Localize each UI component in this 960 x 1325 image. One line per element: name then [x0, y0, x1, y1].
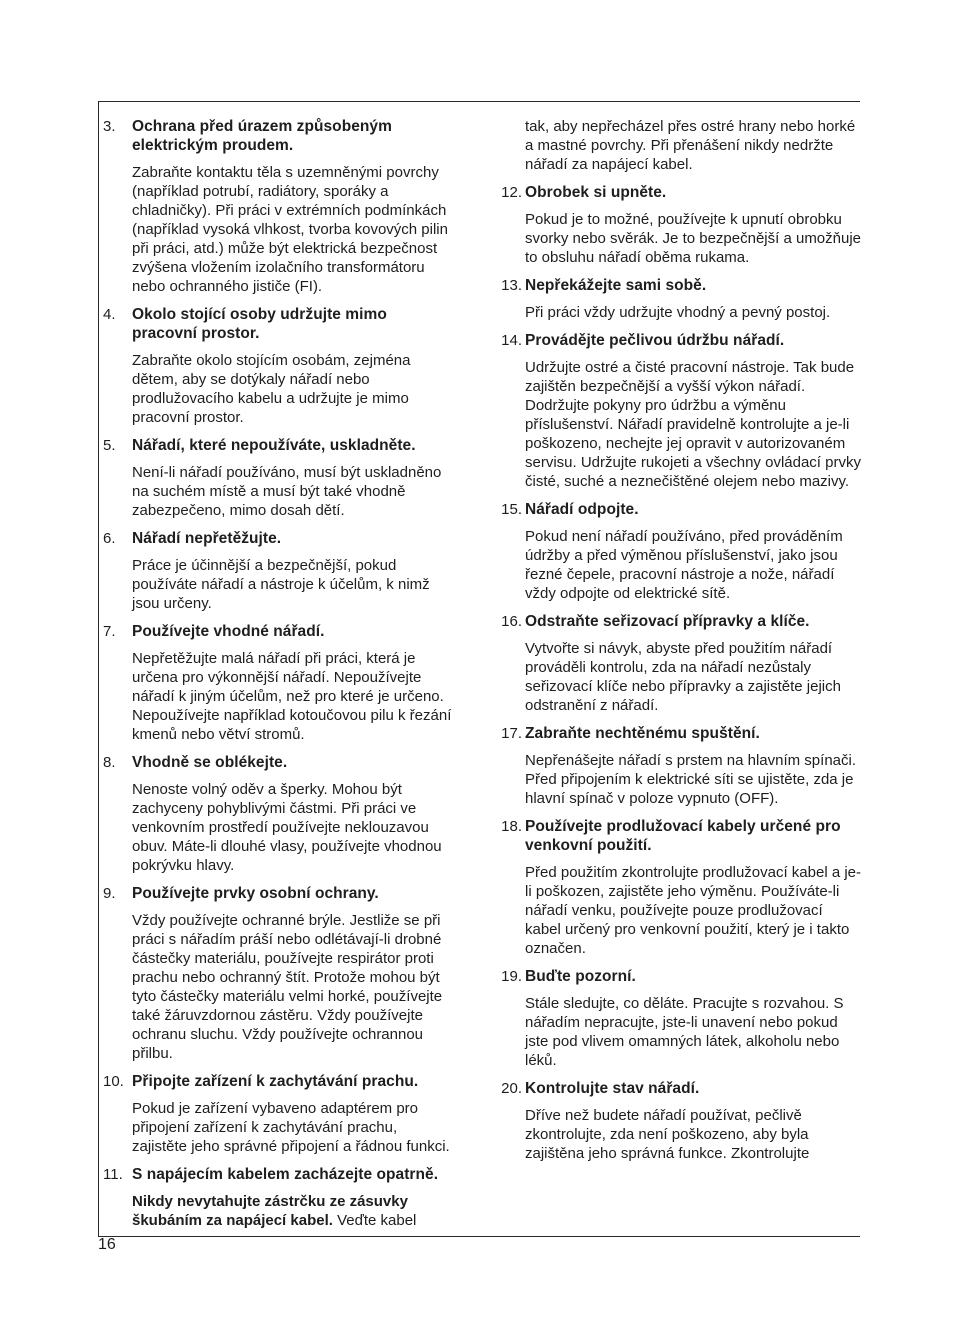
- item-number: 10.: [103, 1073, 124, 1090]
- list-item: [496, 183, 861, 267]
- list-item: [496, 724, 861, 808]
- item-body: Udržujte ostré a čisté pracovní nástroje. Tak bude zajištěn bezpečnější a vyšší výkon nářadí. Dodržujte pokyny pro údržbu a výměnu příslušenství. Nářadí pravidelně kontrolujte a je-li poškozeno, nechejte jej opravit v autorizovaném servisu. Udržujte rukojeti a všechny ovládací prvky čisté, suché a neznečištěné olejem nebo mazivy.: [525, 359, 861, 490]
- item-body: Nepřetěžujte malá nářadí při práci, která je určena pro výkonnější nářadí. Nepoužívejte nářadí k jiným účelům, než pro které je určeno. Nepoužívejte například kotoučovou pilu k řezání kmenů nebo větví stromů.: [132, 650, 452, 743]
- item-body: Při práci vždy udržujte vhodný a pevný postoj.: [525, 304, 831, 321]
- page-number: 16: [98, 1236, 116, 1253]
- item-number: 18.: [501, 818, 522, 835]
- item-body-bold: Nikdy nevytahujte zástrčku ze zásuvky škubáním za napájecí kabel.: [132, 1193, 408, 1229]
- list-item: [496, 276, 861, 322]
- item-title: Zabraňte nechtěnému spuštění.: [525, 725, 760, 742]
- item-title: Nářadí, které nepoužíváte, uskladněte.: [132, 437, 416, 454]
- item-title: Používejte prvky osobní ochrany.: [132, 885, 379, 902]
- item-body: Nenoste volný oděv a šperky. Mohou být zachyceny pohyblivými částmi. Při práci ve venkovním prostředí používejte neklouzavou obuv. Máte-li dlouhé vlasy, používejte vhodnou pokrývku hlavy.: [132, 781, 442, 874]
- item-body: tak, aby nepřecházel přes ostré hrany nebo horké a mastné povrchy. Při přenášení nikdy nedržte nářadí za napájecí kabel.: [525, 118, 856, 173]
- list-item-continuation: [496, 117, 861, 174]
- item-title: Připojte zařízení k zachytávání prachu.: [132, 1073, 419, 1090]
- list-item: [103, 529, 453, 613]
- list-item: [103, 1072, 453, 1156]
- item-title: Kontrolujte stav nářadí.: [525, 1080, 700, 1097]
- item-body: Pokud je to možné, používejte k upnutí obrobku svorky nebo svěrák. Je to bezpečnější a umožňuje to obsluhu nářadí oběma rukama.: [525, 211, 862, 266]
- item-body: Pokud je zařízení vybaveno adaptérem pro připojení zařízení k zachytávání prachu, zajistěte jeho správné připojení a řádnou funkci.: [132, 1100, 450, 1155]
- list-item: [103, 622, 453, 744]
- list-item: [496, 612, 861, 715]
- item-number: 14.: [501, 332, 522, 349]
- list-item: [496, 1079, 861, 1163]
- header-rule: [98, 101, 860, 102]
- item-number: 13.: [501, 277, 522, 294]
- item-number: 9.: [103, 885, 116, 902]
- item-title: Nářadí nepřetěžujte.: [132, 530, 282, 547]
- list-item: [103, 1165, 453, 1230]
- list-item: [496, 817, 861, 958]
- item-number: 3.: [103, 118, 116, 135]
- item-body: Dříve než budete nářadí používat, pečlivě zkontrolujte, zda není poškozeno, aby byla zajištěna jeho správná funkce. Zkontrolujte: [525, 1107, 810, 1162]
- right-column: [496, 117, 861, 1163]
- list-item: [103, 753, 453, 875]
- item-body: [132, 1192, 453, 1230]
- list-item: [103, 436, 453, 520]
- left-margin-rule: [98, 101, 99, 1236]
- list-item: [103, 305, 453, 427]
- item-title: Obrobek si upněte.: [525, 184, 667, 201]
- item-title: Provádějte pečlivou údržbu nářadí.: [525, 332, 785, 349]
- footer-rule: [98, 1236, 860, 1237]
- item-number: 4.: [103, 306, 116, 323]
- list-item: [496, 331, 861, 491]
- item-number: 19.: [501, 968, 522, 985]
- left-column: [103, 117, 453, 1230]
- item-title: Vhodně se oblékejte.: [132, 754, 288, 771]
- item-number: 20.: [501, 1080, 522, 1097]
- item-number: 6.: [103, 530, 116, 547]
- item-title: Nářadí odpojte.: [525, 501, 639, 518]
- item-body: Není-li nářadí používáno, musí být uskladněno na suchém místě a musí být také vhodně zabezpečeno, mimo dosah dětí.: [132, 464, 442, 519]
- item-title: Buďte pozorní.: [525, 968, 636, 985]
- item-number: 8.: [103, 754, 116, 771]
- item-number: 15.: [501, 501, 522, 518]
- item-number: 17.: [501, 725, 522, 742]
- item-body: Zabraňte kontaktu těla s uzemněnými povrchy (například potrubí, radiátory, sporáky a chladničky). Při práci v extrémních podmínkách (například vysoká vlhkost, tvorba kovových pilin při práci, atd.) může být elektrická bezpečnost zvýšena vložením izolačního transformátoru nebo ochranného jističe (FI).: [132, 164, 448, 295]
- list-item: [496, 967, 861, 1070]
- list-item: [103, 884, 453, 1063]
- item-title: S napájecím kabelem zacházejte opatrně.: [132, 1166, 439, 1183]
- list-item: [103, 117, 453, 296]
- item-body: Nepřenášejte nářadí s prstem na hlavním spínači. Před připojením k elektrické síti se ujistěte, zda je hlavní spínač v poloze vypnuto (OFF).: [525, 752, 857, 807]
- item-body: Stále sledujte, co děláte. Pracujte s rozvahou. S nářadím nepracujte, jste-li unavení nebo pokud jste pod vlivem omamných látek, alkoholu nebo léků.: [525, 995, 844, 1069]
- item-title: Nepřekážejte sami sobě.: [525, 277, 707, 294]
- item-body: Před použitím zkontrolujte prodlužovací kabel a je-li poškozen, zajistěte jeho výměnu. Používáte-li nářadí venku, používejte pouze prodlužovací kabel určený pro venkovní použití, který je i takto označen.: [525, 864, 862, 957]
- item-body: Pokud není nářadí používáno, před prováděním údržby a před výměnou příslušenství, jako jsou řezné čepele, pracovní nástroje a nože, nářadí vždy odpojte od elektrické sítě.: [525, 528, 843, 602]
- item-title: Okolo stojící osoby udržujte mimo pracovní prostor.: [132, 306, 387, 342]
- item-number: 16.: [501, 613, 522, 630]
- item-title: Používejte vhodné nářadí.: [132, 623, 325, 640]
- item-body: Vždy používejte ochranné brýle. Jestliže se při práci s nářadím práší nebo odlétávají-li drobné částečky materiálu, používejte respirátor proti prachu nebo ochranný štít. Protože mohou být tyto částečky materiálu velmi horké, používejte také žáruvzdornou zástěru. Vždy používejte ochranu sluchu. Vždy používejte ochrannou přilbu.: [132, 912, 443, 1062]
- item-title: Používejte prodlužovací kabely určené pro venkovní použití.: [525, 818, 841, 854]
- item-body: Zabraňte okolo stojícím osobám, zejména dětem, aby se dotýkaly nářadí nebo prodlužovacího kabelu a udržujte je mimo pracovní prostor.: [132, 352, 411, 426]
- item-number: 12.: [501, 184, 522, 201]
- item-body: Vytvořte si návyk, abyste před použitím nářadí prováděli kontrolu, zda na nářadí nezůstaly seřizovací klíče nebo přípravky a zajistěte jejich odstranění z nářadí.: [525, 640, 841, 714]
- item-body-plain: Veďte kabel: [332, 1212, 417, 1229]
- item-title: Odstraňte seřizovací přípravky a klíče.: [525, 613, 810, 630]
- item-body: Práce je účinnější a bezpečnější, pokud používáte nářadí a nástroje k účelům, k nimž jsou určeny.: [132, 557, 430, 612]
- list-item: [496, 500, 861, 603]
- item-title: Ochrana před úrazem způsobeným elektrickým proudem.: [132, 118, 392, 154]
- item-number: 7.: [103, 623, 116, 640]
- item-number: 11.: [103, 1166, 123, 1183]
- item-number: 5.: [103, 437, 116, 454]
